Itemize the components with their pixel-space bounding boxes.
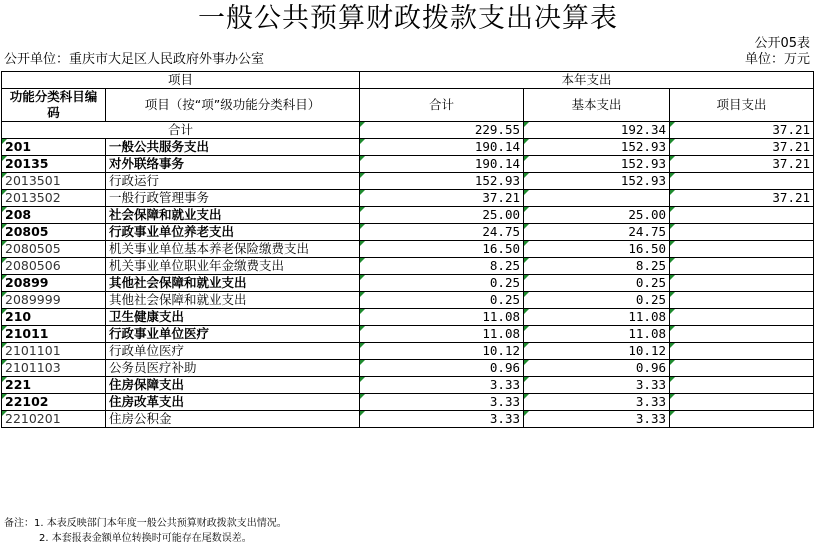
- row-code: 22102: [2, 394, 106, 411]
- total-basic-amount: 192.34: [524, 122, 670, 139]
- header-name: 项目（按“项”级功能分类科目）: [106, 89, 360, 122]
- notes: [4, 516, 287, 546]
- row-basic: 0.25: [524, 292, 670, 309]
- row-project: [670, 411, 814, 428]
- row-basic: 0.25: [524, 275, 670, 292]
- row-total: 0.96: [360, 360, 524, 377]
- row-name: 机关事业单位基本养老保险缴费支出: [106, 241, 360, 258]
- row-project: [670, 275, 814, 292]
- row-name: 行政事业单位养老支出: [106, 224, 360, 241]
- row-total: 152.93: [360, 173, 524, 190]
- header-column-row: [2, 89, 814, 122]
- row-basic: 24.75: [524, 224, 670, 241]
- table-row: [2, 394, 814, 411]
- header-project: 项目支出: [670, 89, 814, 122]
- row-basic: [524, 190, 670, 207]
- row-basic: 25.00: [524, 207, 670, 224]
- row-total: 25.00: [360, 207, 524, 224]
- table-row: [2, 190, 814, 207]
- row-code: 2080506: [2, 258, 106, 275]
- header-code: 功能分类科目编码: [2, 89, 106, 122]
- row-name: 住房保障支出: [106, 377, 360, 394]
- row-code: 2013502: [2, 190, 106, 207]
- row-total: 3.33: [360, 377, 524, 394]
- row-project: [670, 292, 814, 309]
- row-project: 37.21: [670, 139, 814, 156]
- table-row: [2, 411, 814, 428]
- table-row: [2, 326, 814, 343]
- row-name: 社会保障和就业支出: [106, 207, 360, 224]
- row-code: 2013501: [2, 173, 106, 190]
- row-project: [670, 377, 814, 394]
- table-row: [2, 224, 814, 241]
- row-total: 16.50: [360, 241, 524, 258]
- row-name: 行政运行: [106, 173, 360, 190]
- row-name: 住房公积金: [106, 411, 360, 428]
- row-name: 卫生健康支出: [106, 309, 360, 326]
- table-row: [2, 309, 814, 326]
- row-code: 2080505: [2, 241, 106, 258]
- total-row: [2, 122, 814, 139]
- row-total: 37.21: [360, 190, 524, 207]
- row-project: [670, 394, 814, 411]
- row-basic: 8.25: [524, 258, 670, 275]
- table-row: [2, 156, 814, 173]
- row-project: 37.21: [670, 156, 814, 173]
- table-row: [2, 360, 814, 377]
- row-basic: 16.50: [524, 241, 670, 258]
- row-basic: 10.12: [524, 343, 670, 360]
- row-name: 其他社会保障和就业支出: [106, 292, 360, 309]
- row-name: 公务员医疗补助: [106, 360, 360, 377]
- row-code: 221: [2, 377, 106, 394]
- row-basic: 11.08: [524, 326, 670, 343]
- row-basic: 3.33: [524, 411, 670, 428]
- row-total: 24.75: [360, 224, 524, 241]
- row-total: 3.33: [360, 411, 524, 428]
- reporting-unit: 公开单位：重庆市大足区人民政府外事办公室: [4, 52, 265, 67]
- row-total: 190.14: [360, 156, 524, 173]
- row-project: [670, 326, 814, 343]
- row-name: 行政事业单位医疗: [106, 326, 360, 343]
- row-code: 21011: [2, 326, 106, 343]
- note-2: 2. 本套报表金额单位转换时可能存在尾数误差。: [39, 533, 252, 544]
- row-project: [670, 343, 814, 360]
- table-row: [2, 139, 814, 156]
- row-basic: 152.93: [524, 156, 670, 173]
- table-row: [2, 292, 814, 309]
- row-project: [670, 241, 814, 258]
- total-project-amount: 37.21: [670, 122, 814, 139]
- row-name: 对外联络事务: [106, 156, 360, 173]
- row-code: 20899: [2, 275, 106, 292]
- row-name: 一般公共服务支出: [106, 139, 360, 156]
- report-title: 一般公共预算财政拨款支出决算表: [198, 3, 618, 34]
- row-total: 8.25: [360, 258, 524, 275]
- table-row: [2, 377, 814, 394]
- row-code: 210: [2, 309, 106, 326]
- row-total: 11.08: [360, 309, 524, 326]
- row-basic: 3.33: [524, 394, 670, 411]
- table-row: [2, 173, 814, 190]
- row-basic: 11.08: [524, 309, 670, 326]
- row-name: 住房改革支出: [106, 394, 360, 411]
- row-project: [670, 258, 814, 275]
- row-basic: 152.93: [524, 139, 670, 156]
- table-row: [2, 275, 814, 292]
- total-amount: 229.55: [360, 122, 524, 139]
- header-current-year-group: 本年支出: [360, 72, 814, 89]
- row-code: 2210201: [2, 411, 106, 428]
- row-code: 201: [2, 139, 106, 156]
- row-name: 一般行政管理事务: [106, 190, 360, 207]
- row-code: 208: [2, 207, 106, 224]
- header-item-group: 项目: [2, 72, 360, 89]
- row-name: 行政单位医疗: [106, 343, 360, 360]
- row-total: 11.08: [360, 326, 524, 343]
- expenditure-table: [1, 71, 814, 428]
- header-group-row: [2, 72, 814, 89]
- table-row: [2, 343, 814, 360]
- form-code: 公开05表: [754, 36, 810, 51]
- row-basic: 152.93: [524, 173, 670, 190]
- row-total: 10.12: [360, 343, 524, 360]
- row-code: 20805: [2, 224, 106, 241]
- row-code: 2101101: [2, 343, 106, 360]
- row-total: 3.33: [360, 394, 524, 411]
- row-project: [670, 224, 814, 241]
- row-code: 2089999: [2, 292, 106, 309]
- row-name: 其他社会保障和就业支出: [106, 275, 360, 292]
- row-basic: 0.96: [524, 360, 670, 377]
- row-project: [670, 309, 814, 326]
- row-code: 2101103: [2, 360, 106, 377]
- row-total: 190.14: [360, 139, 524, 156]
- row-total: 0.25: [360, 292, 524, 309]
- table-row: [2, 258, 814, 275]
- row-basic: 3.33: [524, 377, 670, 394]
- total-label: 合计: [2, 122, 360, 139]
- row-code: 20135: [2, 156, 106, 173]
- row-project: 37.21: [670, 190, 814, 207]
- row-project: [670, 173, 814, 190]
- row-name: 机关事业单位职业年金缴费支出: [106, 258, 360, 275]
- row-project: [670, 360, 814, 377]
- header-basic: 基本支出: [524, 89, 670, 122]
- header-total: 合计: [360, 89, 524, 122]
- currency-unit: 单位：万元: [744, 52, 810, 67]
- row-project: [670, 207, 814, 224]
- row-total: 0.25: [360, 275, 524, 292]
- table-row: [2, 207, 814, 224]
- note-1: 备注：1. 本表反映部门本年度一般公共预算财政拨款支出情况。: [4, 518, 287, 529]
- table-row: [2, 241, 814, 258]
